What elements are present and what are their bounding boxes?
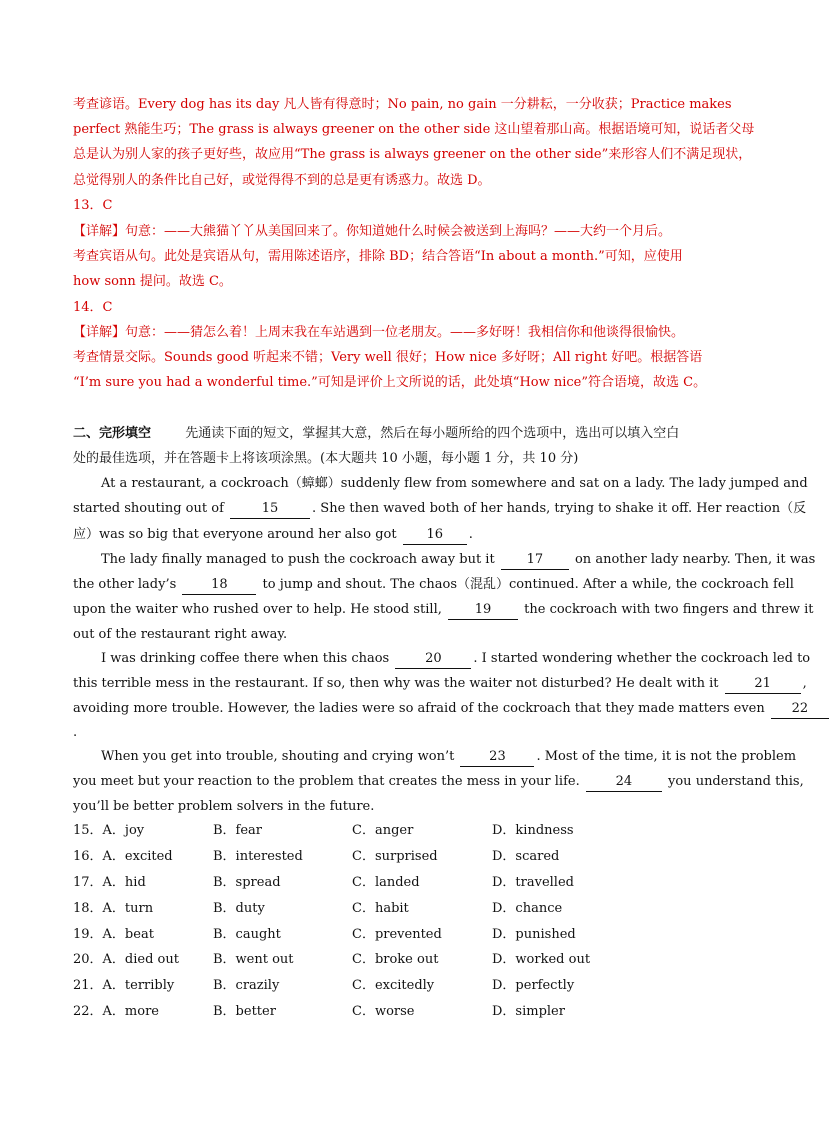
option-a: 18．A．turn bbox=[73, 901, 154, 916]
option-c: C．anger bbox=[352, 823, 414, 838]
blank-15: 15 bbox=[230, 501, 310, 519]
passage-p1-line-1: At a restaurant, a cockroach（蟑螂）suddenly flew from somewhere and sat on a lady. The lady jumped and bbox=[101, 476, 808, 491]
option-a: 19．A．beat bbox=[73, 927, 154, 942]
passage-p1-line-3 bbox=[73, 524, 731, 546]
option-b: B．better bbox=[213, 1004, 276, 1019]
passage-text: you understand this, bbox=[668, 774, 804, 789]
passage-text: this terrible mess in the restaurant. If so, then why was the waiter not disturbed? He dealt with it bbox=[73, 676, 719, 691]
option-d: D．chance bbox=[492, 901, 563, 916]
q13-explanation-line-3: how sonn 提问。故选 C。 bbox=[73, 274, 232, 289]
blank-23: 23 bbox=[460, 749, 534, 767]
passage-text: to jump and shout. The chaos（混乱）continued. After a while, the cockroach fell bbox=[262, 577, 794, 592]
instruction-text-1: 先通读下面的短文，掌握其大意，然后在每小题所给的四个选项中，选出可以填入空白 bbox=[185, 426, 680, 441]
passage-p4-line-1 bbox=[101, 746, 797, 768]
blank-16: 16 bbox=[403, 527, 467, 545]
options-row-15 bbox=[73, 820, 731, 842]
blank-24: 24 bbox=[586, 774, 662, 792]
passage-text: The lady finally managed to push the cockroach away but it bbox=[101, 552, 495, 567]
passage-p2-line-2 bbox=[73, 574, 794, 596]
blank-18: 18 bbox=[182, 577, 256, 595]
q12-explanation-line-4: 总觉得别人的条件比自己好，或觉得得不到的总是更有诱惑力。故选 D。 bbox=[73, 173, 491, 188]
option-d: D．travelled bbox=[492, 875, 574, 890]
q13-answer: 13．C bbox=[73, 198, 113, 213]
passage-text: . bbox=[468, 527, 473, 542]
passage-p2-line-4: out of the restaurant right away. bbox=[73, 627, 288, 642]
option-d: D．worked out bbox=[492, 952, 591, 967]
passage-p3-line-3 bbox=[73, 698, 809, 720]
option-a: 21．A．terribly bbox=[73, 978, 175, 993]
q12-explanation-line-1: 考查谚语。Every dog has its day 凡人皆有得意时；No pain, no gain 一分耕耘，一分收获；Practice makes bbox=[73, 97, 732, 112]
q12-explanation-line-3: 总是认为别人家的孩子更好些，故应用“The grass is always greener on the other side”来形容人们不满足现状， bbox=[73, 147, 752, 162]
q14-explanation-line-2: 考查情景交际。Sounds good 听起来不错；Very well 很好；How nice 多好呀；All right 好吧。根据答语 bbox=[73, 350, 703, 365]
passage-text: When you get into trouble, shouting and crying won’t bbox=[101, 749, 455, 764]
passage-p2-line-3 bbox=[73, 599, 814, 621]
option-b: B．duty bbox=[213, 901, 265, 916]
option-a: 17．A．hid bbox=[73, 875, 146, 890]
cloze-instructions-line-2: 处的最佳选项，并在答题卡上将该项涂黑。(本大题共 10 小题，每小题 1 分，共 10 分) bbox=[73, 451, 579, 466]
option-d: D．punished bbox=[492, 927, 576, 942]
q13-explanation-line-1: 【详解】句意：——大熊猫丫丫从美国回来了。你知道她什么时候会被送到上海吗？——大约一个月后。 bbox=[73, 224, 672, 239]
passage-text: avoiding more trouble. However, the ladies were so afraid of the cockroach that they made matters even bbox=[73, 701, 765, 716]
q14-explanation-line-1: 【详解】句意：——猜怎么着！上周末我在车站遇到一位老朋友。——多好呀！我相信你和他谈得很愉快。 bbox=[73, 325, 685, 340]
q14-answer: 14．C bbox=[73, 300, 113, 315]
option-c: C．habit bbox=[352, 901, 409, 916]
q13-explanation-line-2: 考查宾语从句。此处是宾语从句，需用陈述语序，排除 BD；结合答语“In about a month.”可知，应使用 bbox=[73, 249, 683, 264]
option-b: B．fear bbox=[213, 823, 263, 838]
passage-text: , bbox=[802, 676, 807, 691]
option-a: 20．A．died out bbox=[73, 952, 179, 967]
option-d: D．scared bbox=[492, 849, 560, 864]
blank-17: 17 bbox=[501, 552, 569, 570]
option-b: B．interested bbox=[213, 849, 303, 864]
passage-p3-line-2 bbox=[73, 673, 807, 695]
options-row-18 bbox=[73, 898, 731, 920]
passage-text: . She then waved both of her hands, trying to shake it off. Her reaction（反 bbox=[312, 501, 807, 516]
option-b: B．caught bbox=[213, 927, 281, 942]
blank-19: 19 bbox=[448, 602, 518, 620]
options-row-20 bbox=[73, 949, 731, 971]
passage-text: the cockroach with two fingers and threw it bbox=[524, 602, 814, 617]
option-b: B．spread bbox=[213, 875, 281, 890]
passage-text: . I started wondering whether the cockroach led to bbox=[473, 651, 811, 666]
blank-21: 21 bbox=[725, 676, 801, 694]
option-a: 16．A．excited bbox=[73, 849, 173, 864]
options-row-19 bbox=[73, 924, 731, 946]
passage-text: you meet but your reaction to the problem that creates the mess in your life. bbox=[73, 774, 580, 789]
passage-p4-line-2 bbox=[73, 771, 804, 793]
passage-text: I was drinking coffee there when this chaos bbox=[101, 651, 390, 666]
blank-22: 22 bbox=[771, 701, 829, 719]
passage-p3-line-4: . bbox=[73, 725, 78, 740]
passage-p4-line-3: you’ll be better problem solvers in the future. bbox=[73, 799, 375, 814]
option-c: C．landed bbox=[352, 875, 420, 890]
option-d: D．kindness bbox=[492, 823, 574, 838]
cloze-instructions-line-1 bbox=[73, 423, 731, 445]
passage-text: . Most of the time, it is not the problem bbox=[536, 749, 797, 764]
option-c: C．broke out bbox=[352, 952, 439, 967]
option-d: D．perfectly bbox=[492, 978, 575, 993]
passage-text: the other lady’s bbox=[73, 577, 177, 592]
passage-p2-line-1 bbox=[101, 549, 816, 571]
option-c: C．excitedly bbox=[352, 978, 435, 993]
passage-p3-line-1 bbox=[101, 648, 811, 670]
options-row-17 bbox=[73, 872, 731, 894]
passage-text: upon the waiter who rushed over to help. He stood still, bbox=[73, 602, 442, 617]
option-b: B．crazily bbox=[213, 978, 280, 993]
option-d: D．simpler bbox=[492, 1004, 565, 1019]
options-row-21 bbox=[73, 975, 731, 997]
passage-text: 应）was so big that everyone around her also got bbox=[73, 527, 397, 542]
options-row-16 bbox=[73, 846, 731, 868]
option-a: 15．A．joy bbox=[73, 823, 145, 838]
section-heading: 二、完形填空 bbox=[73, 426, 152, 441]
blank-20: 20 bbox=[395, 651, 471, 669]
q14-explanation-line-3: “I’m sure you had a wonderful time.”可知是评价上文所说的话，此处填“How nice”符合语境，故选 C。 bbox=[73, 375, 707, 390]
option-c: C．worse bbox=[352, 1004, 415, 1019]
passage-p1-line-2 bbox=[73, 498, 807, 520]
passage-text: on another lady nearby. Then, it was bbox=[574, 552, 816, 567]
options-row-22 bbox=[73, 1001, 731, 1023]
option-b: B．went out bbox=[213, 952, 294, 967]
option-c: C．prevented bbox=[352, 927, 442, 942]
option-a: 22．A．more bbox=[73, 1004, 159, 1019]
option-c: C．surprised bbox=[352, 849, 438, 864]
passage-text: started shouting out of bbox=[73, 501, 224, 516]
q12-explanation-line-2: perfect 熟能生巧；The grass is always greener on the other side 这山望着那山高。根据语境可知，说话者父母 bbox=[73, 122, 755, 137]
